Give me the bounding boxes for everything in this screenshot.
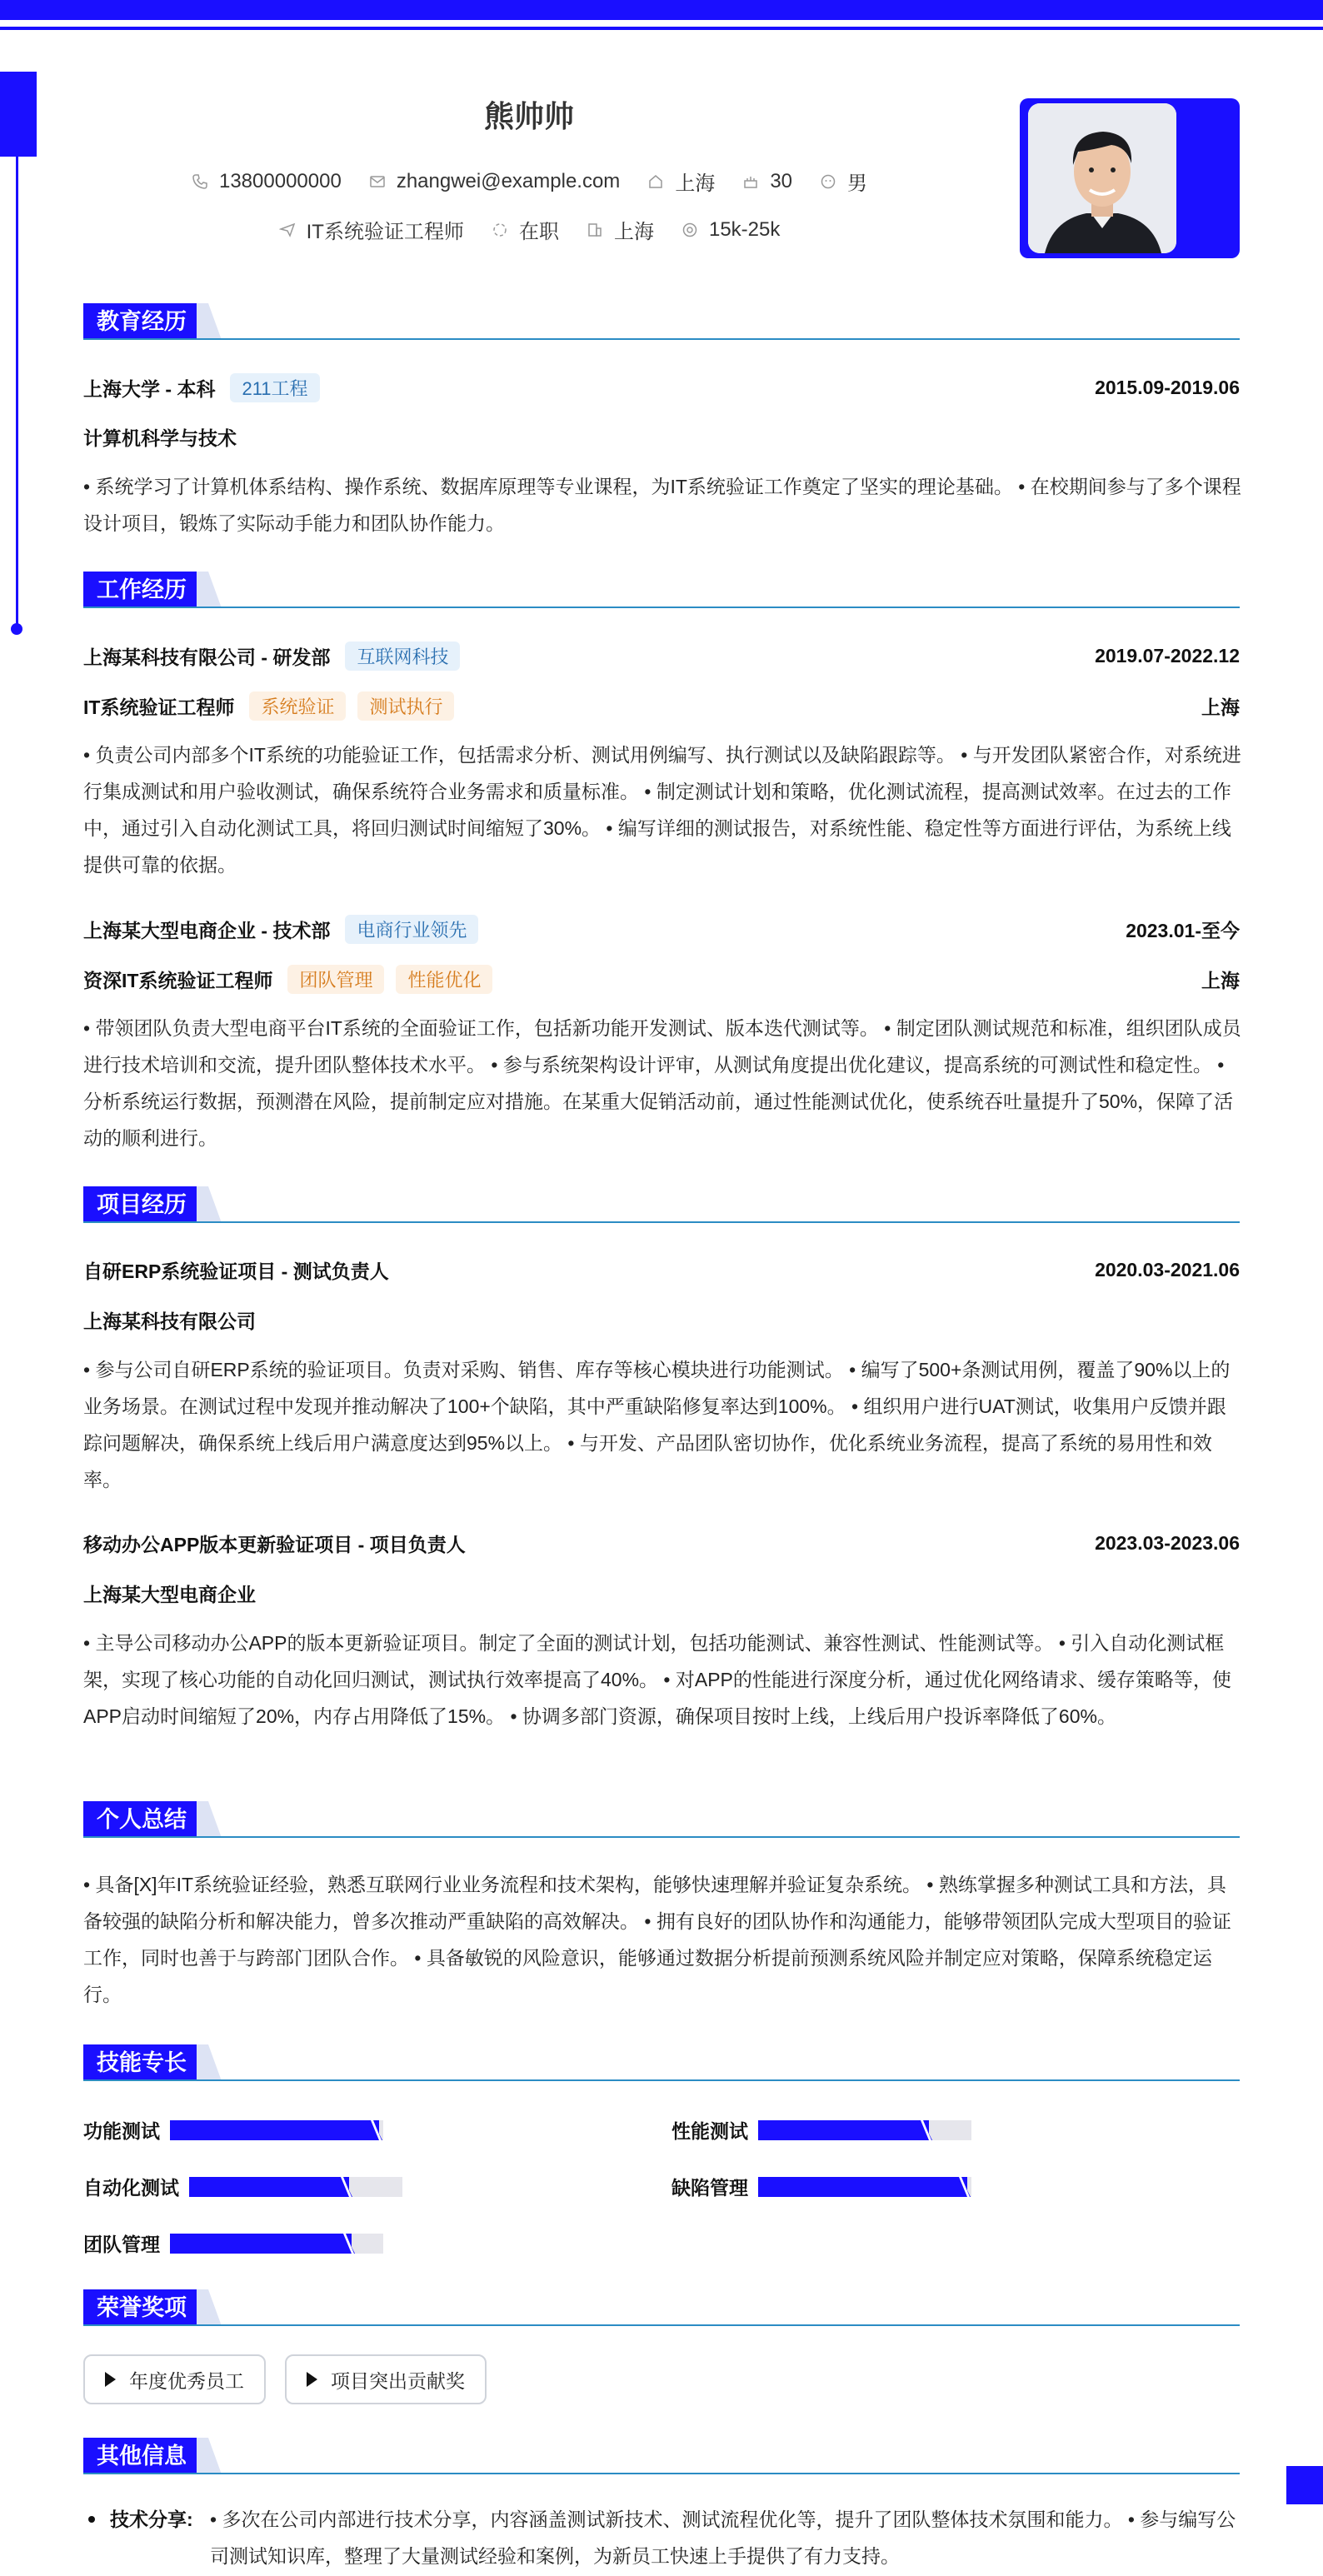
section-rule (83, 1221, 1240, 1223)
top-accent-bar (0, 0, 1323, 20)
phone-text: 13800000000 (218, 169, 342, 192)
projects-title: 项目经历 (83, 1186, 200, 1223)
job-2-date: 2023.01-至今 (1126, 920, 1240, 941)
skills-section-header (83, 2044, 1240, 2081)
job-title-item (278, 215, 464, 244)
awards-section-header (83, 2289, 1240, 2326)
project-2-company-line (83, 1580, 1240, 1607)
education-school-line (83, 373, 1240, 402)
left-accent-dot (11, 623, 22, 635)
skill-item (83, 2116, 383, 2144)
coin-icon (681, 221, 699, 239)
location-item (647, 167, 715, 196)
photo-frame (1020, 98, 1240, 258)
job-2-company: 上海某大型电商企业 - 技术部 (83, 920, 331, 941)
skill-bar-fill (170, 2120, 379, 2140)
education-section-header (83, 303, 1240, 340)
target-city-text: 上海 (613, 221, 654, 243)
job-1-role: IT系统验证工程师 (83, 696, 235, 718)
skill-bar (758, 2177, 971, 2197)
summary-section-header (83, 1801, 1240, 1838)
skill-name: 性能测试 (671, 2120, 748, 2142)
summary-desc: • 具备[X]年IT系统验证经验，熟悉互联网行业业务流程和技术架构，能够快速理解并验证复杂系统。 • 熟练掌握多种测试工具和方法，具备较强的缺陷分析和解决能力，曾多次推动严重缺陷的高效解决。 • 拥有良好的团队协作和沟通能力，能够带领团队完成大型项目的验证工作，同时也善于与跨部门团队合作。 • 具备敏锐的风险意识，能够通过数据分析提前预测系统风险并制定应对策略，保障系统稳定运行。 (83, 1874, 1231, 2005)
location-text: 上海 (675, 172, 716, 195)
skills-title: 技能专长 (83, 2044, 200, 2081)
job-row (0, 215, 1058, 244)
school-tag: 211工程 (230, 373, 319, 402)
status-text: 在职 (518, 221, 559, 243)
job-2-role: 资深IT系统验证工程师 (83, 970, 273, 991)
job-2-company-line (83, 915, 1240, 944)
project-1-name-line (83, 1256, 1240, 1284)
bullet-dot (88, 2516, 95, 2523)
face-icon (819, 172, 837, 191)
award-label: 项目突出贡献奖 (331, 2369, 465, 2392)
other-info-item (83, 2501, 1241, 2574)
project-1-desc: • 参与公司自研ERP系统的验证项目。负责对采购、销售、库存等核心模块进行功能测试。 • 编写了500+条测试用例，覆盖了90%以上的业务场景。在测试过程中发现并推动解决了100+个缺陷，其中严重缺陷修复率达到100%。 • 组织用户进行UAT测试，收集用户反馈并跟踪问题解决，确保系统上线后用户满意度达到95%以上。 • 与开发、产品团队密切协作，优化系统业务流程，提高了系统的易用性和效率。 (83, 1359, 1231, 1490)
job-2-company-tag: 电商行业领先 (345, 915, 478, 944)
skill-name: 功能测试 (83, 2120, 160, 2142)
job-2-desc: • 带领团队负责大型电商平台IT系统的全面验证工作，包括新功能开发测试、版本迭代测试等。 • 制定团队测试规范和标准，组织团队成员进行技术培训和交流，提升团队整体技术水平。 • 参与系统架构设计评审，从测试角度提出优化建议，提高系统的可测试性和稳定性。 • 分析系统运行数据，预测潜在风险，提前制定应对措施。在某重大促销活动前，通过性能测试优化，使系统吞吐量提升了50%，保障了活动的顺利进行。 (83, 1017, 1241, 1149)
project-2-name-line (83, 1530, 1240, 1557)
skill-bar-fill (170, 2234, 352, 2254)
other-label: 技术分享: (110, 2509, 193, 2530)
job-2-role-line (83, 965, 1240, 994)
job-2-tag-2: 性能优化 (396, 965, 492, 994)
skill-item (671, 2116, 971, 2144)
job-1-city: 上海 (1201, 696, 1240, 718)
right-accent-block (1286, 2466, 1323, 2504)
award-label: 年度优秀员工 (129, 2369, 244, 2392)
project-1-date: 2020.03-2021.06 (1095, 1259, 1240, 1281)
section-rule (83, 2473, 1240, 2474)
skill-bar (170, 2120, 383, 2140)
status-item (491, 215, 559, 244)
job-2-tag-1: 团队管理 (287, 965, 384, 994)
contact-row (0, 167, 1058, 196)
job-title-text: IT系统验证工程师 (306, 221, 464, 243)
phone-icon (191, 172, 209, 191)
skill-bar (170, 2234, 383, 2254)
education-title: 教育经历 (83, 303, 200, 340)
major-name: 计算机科学与技术 (83, 427, 237, 449)
summary-title: 个人总结 (83, 1801, 200, 1838)
other-text: • 多次在公司内部进行技术分享，内容涵盖测试新技术、测试流程优化等，提升了团队整体技术氛围和能力。 • 参与编写公司测试知识库，整理了大量测试经验和案例，为新员工快速上手提供了有力支持。 (210, 2509, 1236, 2567)
play-icon (105, 2372, 116, 2387)
skill-bar-edge (956, 2177, 971, 2197)
email-text: zhangwei@example.com (396, 169, 621, 192)
project-1-company-line (83, 1306, 1240, 1334)
home-icon (647, 172, 665, 191)
education-desc: • 系统学习了计算机体系结构、操作系统、数据库原理等专业课程，为IT系统验证工作奠定了坚实的理论基础。 • 在校期间参与了多个课程设计项目，锻炼了实际动手能力和团队协作能力。 (83, 476, 1241, 534)
skill-item (671, 2173, 971, 2200)
candidate-name: 熊帅帅 (483, 99, 574, 133)
school-name: 上海大学 - 本科 (83, 378, 216, 400)
phone-item (191, 170, 342, 193)
salary-item (681, 218, 780, 242)
skill-name: 缺陷管理 (671, 2177, 748, 2199)
project-1-name: 自研ERP系统验证项目 - 测试负责人 (83, 1261, 389, 1282)
cake-icon (741, 172, 760, 191)
project-1-company: 上海某科技有限公司 (83, 1310, 256, 1332)
education-major-line (83, 423, 1240, 451)
section-rule (83, 338, 1240, 340)
section-rule (83, 607, 1240, 608)
skill-item (83, 2173, 402, 2200)
skill-bar-edge (367, 2120, 382, 2140)
job-1-role-line (83, 691, 1240, 721)
work-title: 工作经历 (83, 572, 200, 608)
skill-bar-edge (340, 2234, 355, 2254)
play-icon (307, 2372, 317, 2387)
project-2-company: 上海某大型电商企业 (83, 1584, 256, 1605)
job-1-desc: • 负责公司内部多个IT系统的功能验证工作，包括需求分析、测试用例编写、执行测试以及缺陷跟踪等。 • 与开发团队紧密合作，对系统进行集成测试和用户验收测试，确保系统符合业务需求和质量标准。 • 制定测试计划和策略，优化测试流程，提高测试效率。在过去的工作中，通过引入自动化测试工具，将回归测试时间缩短了30%。 • 编写详细的测试报告，对系统性能、稳定性等方面进行评估，为系统上线提供可靠的依据。 (83, 744, 1241, 876)
skill-bar-fill (758, 2177, 967, 2197)
project-2-desc: • 主导公司移动办公APP的版本更新验证项目。制定了全面的测试计划，包括功能测试、兼容性测试、性能测试等。 • 引入自动化测试框架，实现了核心功能的自动化回归测试，测试执行效率提高了40%。 • 对APP的性能进行深度分析，通过优化网络请求、缓存策略等，使APP启动时间缩短了20%，内存占用降低了15%。 • 协调多部门资源，确保项目按时上线，上线后用户投诉率降低了60%。 (83, 1632, 1231, 1727)
skill-bar-fill (189, 2177, 349, 2197)
skill-bar (758, 2120, 971, 2140)
project-2-date: 2023.03-2023.06 (1095, 1532, 1240, 1554)
job-2-city: 上海 (1201, 970, 1240, 991)
salary-text: 15k-25k (708, 217, 781, 241)
skill-name: 团队管理 (83, 2234, 160, 2255)
other-section-header (83, 2438, 1240, 2474)
other-title: 其他信息 (83, 2438, 200, 2474)
section-rule (83, 1836, 1240, 1838)
job-1-tag-2: 测试执行 (357, 691, 454, 721)
skill-bar-edge (917, 2120, 932, 2140)
status-icon (491, 221, 509, 239)
send-icon (278, 221, 297, 239)
job-1-company: 上海某科技有限公司 - 研发部 (83, 646, 331, 668)
education-date: 2015.09-2019.06 (1095, 377, 1240, 398)
section-rule (83, 2324, 1240, 2326)
skill-item (83, 2229, 383, 2257)
section-rule (83, 2079, 1240, 2081)
skill-bar-edge (337, 2177, 352, 2197)
award-chip (285, 2354, 487, 2404)
gender-item (819, 167, 867, 196)
award-chip (83, 2354, 266, 2404)
building-icon (586, 221, 604, 239)
target-city-item (586, 215, 654, 244)
projects-section-header (83, 1186, 1240, 1223)
job-1-company-tag: 互联网科技 (345, 642, 460, 671)
skill-bar (189, 2177, 402, 2197)
skill-bar-fill (758, 2120, 929, 2140)
age-text: 30 (770, 169, 793, 192)
job-1-tag-1: 系统验证 (249, 691, 346, 721)
job-1-company-line (83, 642, 1240, 671)
gender-text: 男 (847, 172, 868, 195)
profile-photo (1028, 103, 1176, 253)
email-item (368, 170, 621, 193)
job-1-date: 2019.07-2022.12 (1095, 645, 1240, 666)
awards-title: 荣誉奖项 (83, 2289, 200, 2326)
project-2-name: 移动办公APP版本更新验证项目 - 项目负责人 (83, 1534, 466, 1555)
skill-name: 自动化测试 (83, 2177, 179, 2199)
work-section-header (83, 572, 1240, 608)
age-item (741, 170, 792, 193)
top-accent-line (0, 27, 1323, 30)
mail-icon (368, 172, 387, 191)
